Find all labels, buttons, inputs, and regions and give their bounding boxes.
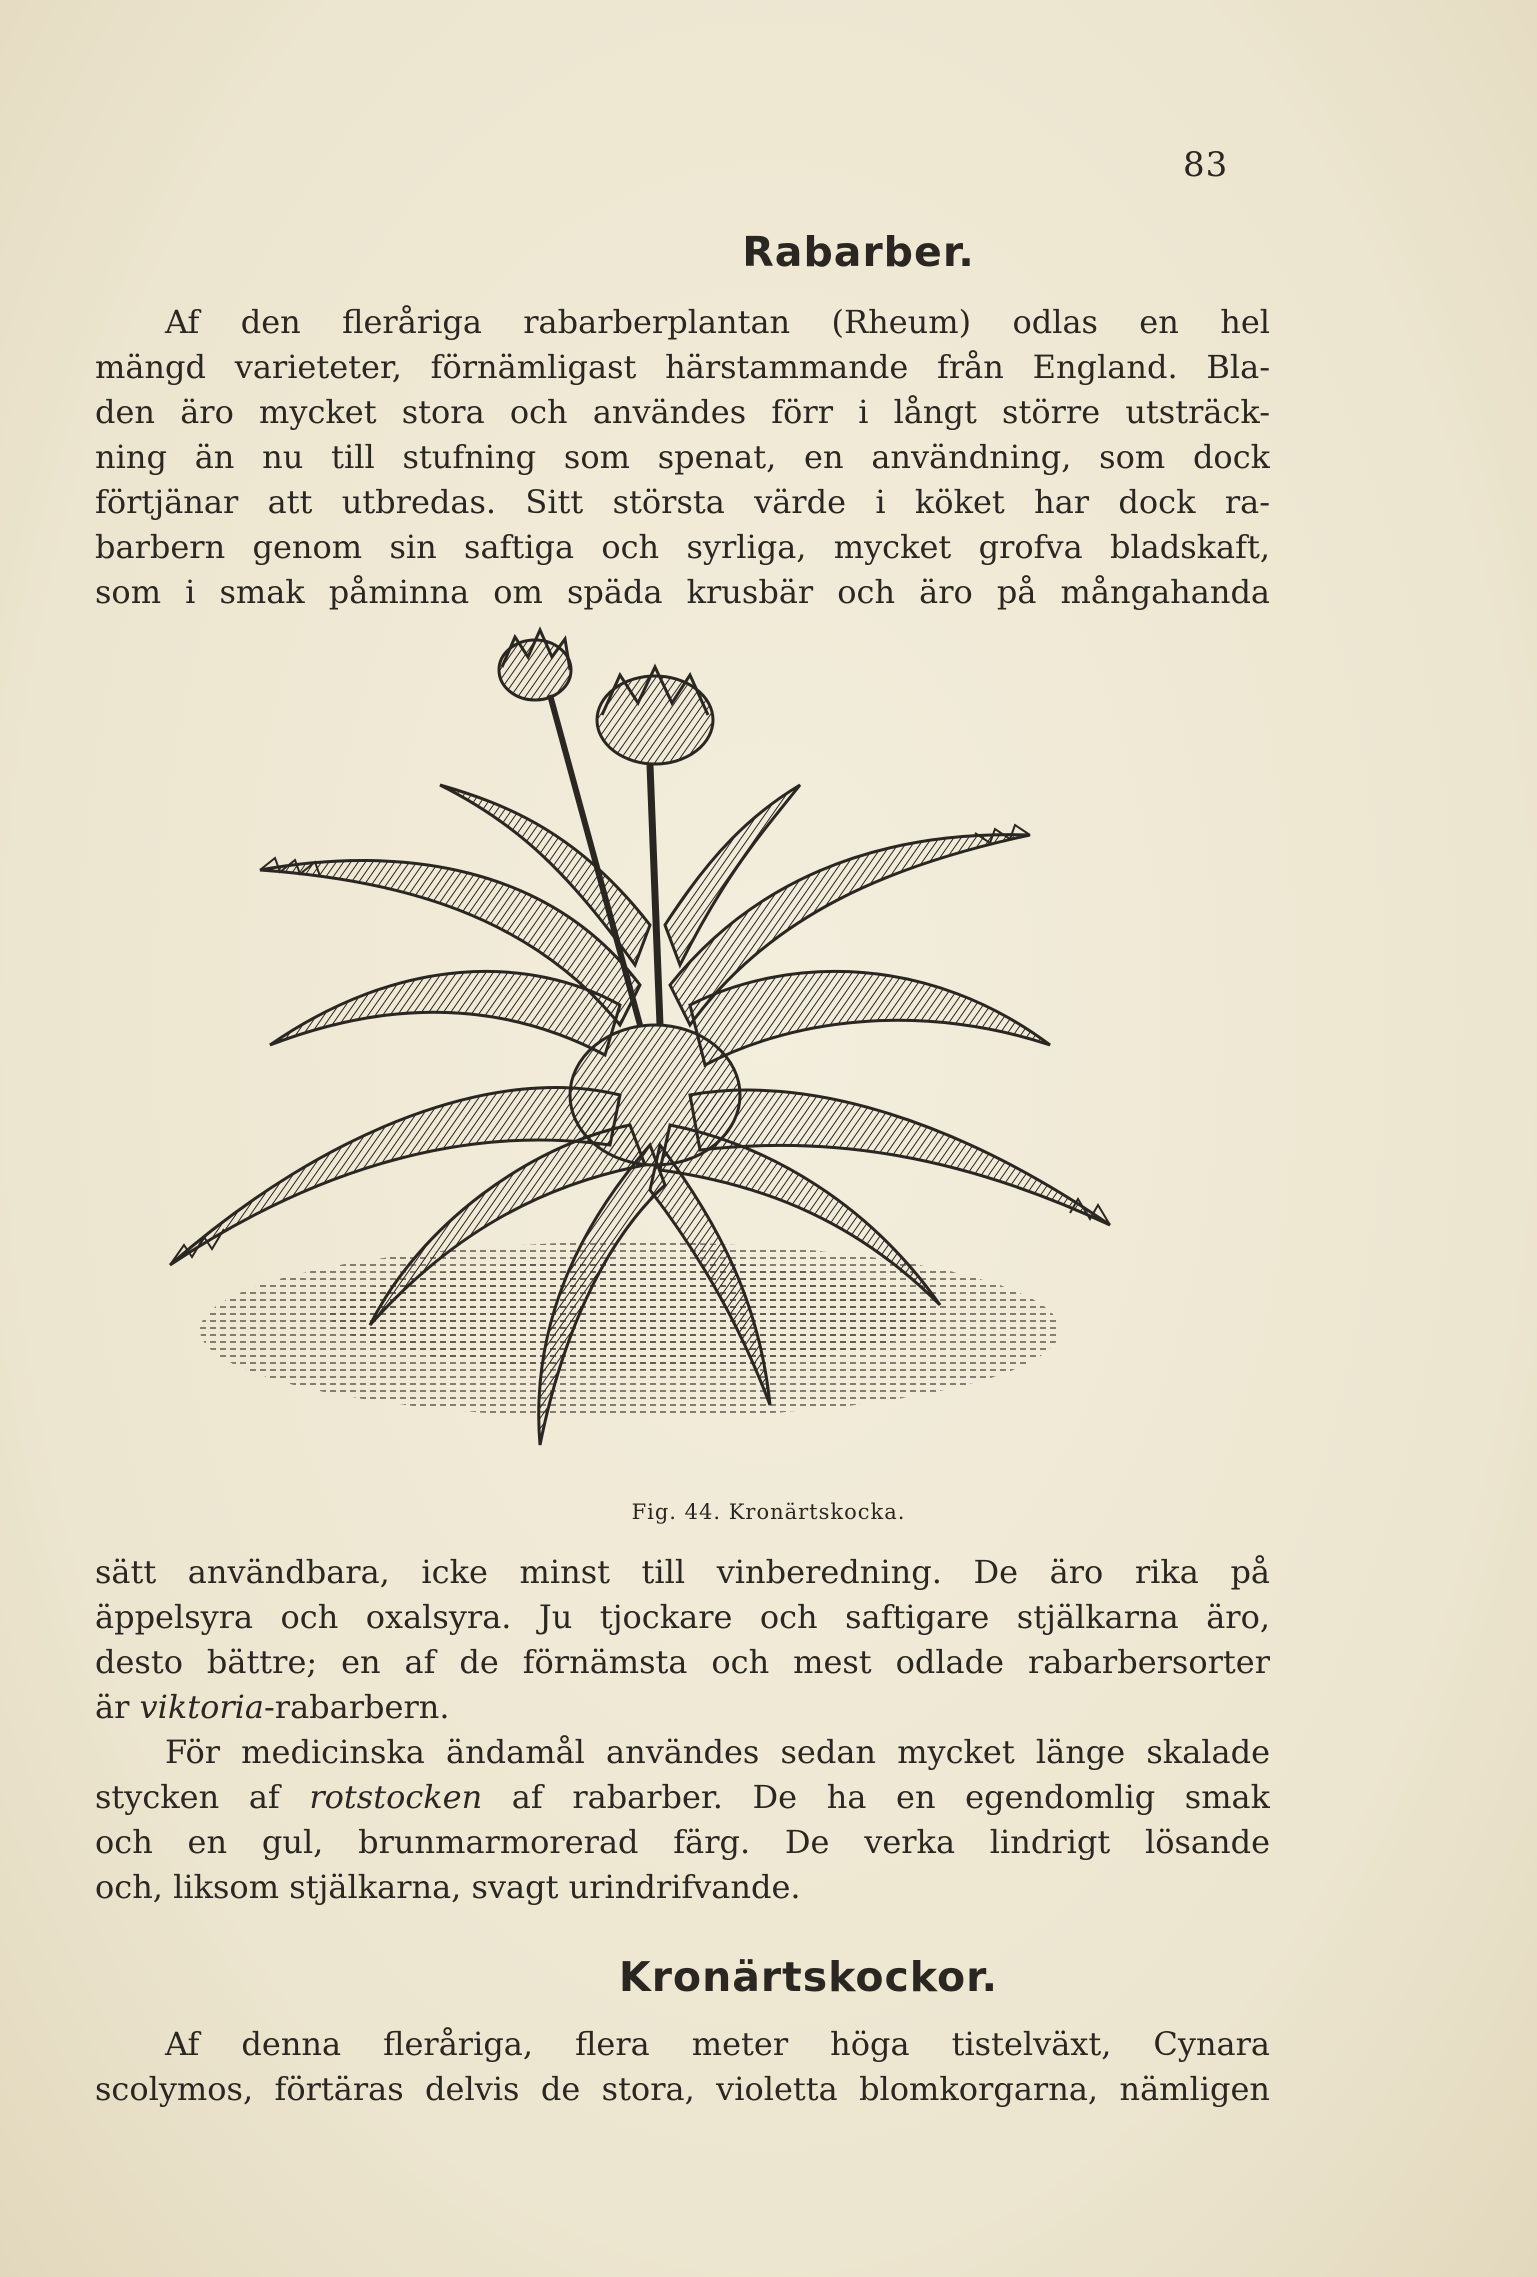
flower-head [597, 667, 713, 764]
paragraph-rabarber-continued [95, 1550, 1270, 1730]
section-heading-rabarber: Rabarber. [742, 228, 975, 276]
text-line: barbern genom sin saftiga och syrliga, mycket grofva bladskaft, [95, 528, 1270, 566]
text-line: mängd varieteter, förnämligast härstammande från England. Bla- [95, 348, 1270, 386]
text-line: äppelsyra och oxalsyra. Ju tjockare och saftigare stjälkarna äro, [95, 1598, 1270, 1636]
text-line: och en gul, brunmarmorerad färg. De verka lindrigt lösande [95, 1823, 1270, 1861]
page-number: 83 [1183, 145, 1229, 185]
text-line: Af denna fleråriga, flera meter höga tistelväxt, Cynara [165, 2025, 1270, 2063]
text-line: och, liksom stjälkarna, svagt urindrifvande. [95, 1868, 801, 1906]
section-heading-kronartskockor: Kronärtskockor. [618, 1953, 999, 2001]
paragraph-kronartskockor [95, 2022, 1270, 2112]
text-line: den äro mycket stora och användes förr i långt större utsträck- [95, 393, 1270, 431]
text-line: desto bättre; en af de förnämsta och mest odlade rabarbersorter [95, 1643, 1270, 1681]
text-line [95, 1775, 1270, 1820]
artichoke-illustration [150, 625, 1140, 1480]
text-fragment: stycken af [95, 1778, 310, 1816]
italic-term-viktoria: viktoria [139, 1688, 264, 1726]
paragraph-rabarber-intro [95, 300, 1270, 615]
text-line: ning än nu till stufning som spenat, en användning, som dock [95, 438, 1270, 476]
figure-caption: Fig. 44. Kronärtskocka. [631, 1500, 906, 1524]
text-fragment: af rabarber. De ha en egendomlig smak [482, 1778, 1270, 1816]
text-fragment: är [95, 1688, 140, 1726]
text-line: förtjänar att utbredas. Sitt största värde i köket har dock ra- [95, 483, 1270, 521]
text-line: som i smak påminna om späda krusbär och äro på mångahanda [95, 573, 1270, 611]
text-line: För medicinska ändamål användes sedan mycket länge skalade [165, 1733, 1270, 1771]
paragraph-rabarber-medicinal [95, 1730, 1270, 1910]
flower-head [499, 630, 571, 700]
text-line: sätt användbara, icke minst till vinberedning. De äro rika på [95, 1553, 1270, 1591]
text-line: Af den fleråriga rabarberplantan (Rheum) odlas en hel [165, 303, 1270, 341]
text-line [95, 1685, 1270, 1730]
text-line: scolymos, förtäras delvis de stora, violetta blomkorgarna, nämligen [95, 2070, 1270, 2108]
text-fragment: -rabarbern. [263, 1688, 450, 1726]
italic-term-rotstocken: rotstocken [309, 1778, 483, 1816]
